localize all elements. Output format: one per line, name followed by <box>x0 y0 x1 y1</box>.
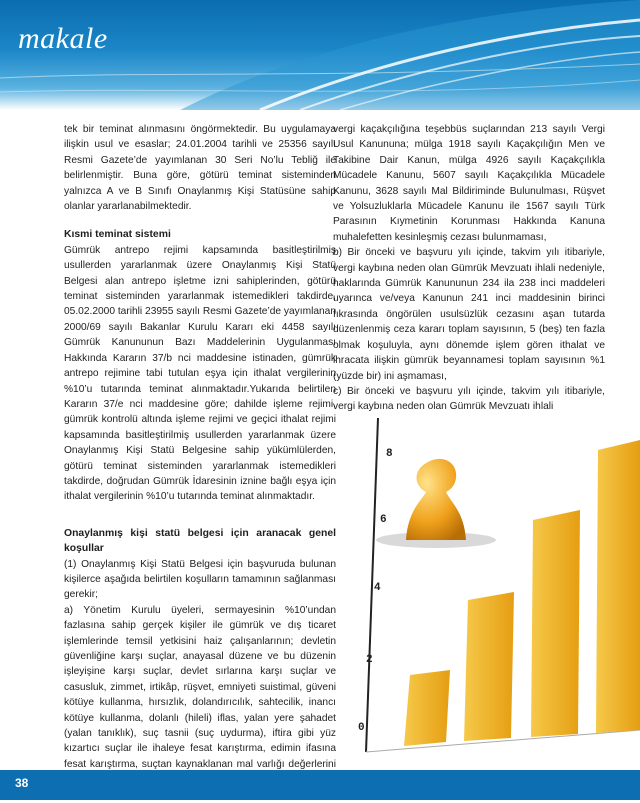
section-heading: Kısmi teminat sistemi <box>64 229 171 241</box>
axis-tick-label: 2 <box>366 654 373 666</box>
pawn-figure <box>406 459 466 540</box>
page-footer <box>0 770 640 800</box>
chart-bar <box>531 510 580 737</box>
paragraph: (1) Onaylanmış Kişi Statü Belgesi için başvuruda bulunan kişilerce aşağıda belirtilen koşulların tamamının sağlanması gerekir; <box>64 558 336 601</box>
paragraph: Gümrük antrepo rejimi kapsamında basitleştirilmiş usullerden yararlanmak üzere Onaylanmış Kişi Statü Belgesi alan antrepo işletme izni sahiplerinden, götürü teminat sisteminden yararlanmak istemedikleri takdirde, 05.02.2000 tarihli 23955 sayılı Resmi Gazete’de yayımlanan 2000/69 sayılı Bakanlar Kurulu Kararı eki 4458 sayılı Gümrük Kanununun Bazı Maddelerinin Uygulanması Hakkında Kararın 37/b nci maddesine istinaden, gümrük antrepo rejimine tabi tutulan eşya için ithalat vergilerinin %10’u tutarında teminat alınmaktadır.Yukarıda belirtilen Kararın 37/e nci maddesine göre; dahilde işleme rejimi, gümrük kontrolü altında işleme rejimi ve geçici ithalat rejimi kapsamında basitleştirilmiş usullerden yararlanmak üzere Onaylanmış Kişi Statü Belgesine sahip yükümlülerden, götürü teminat sisteminden yararlanmak istemedikleri takdirde, doğrudan Gümrük İdaresinin iznine bağlı eşya için ithalat vergilerinin %10’u tutarında teminat alınmaktadır. <box>64 244 336 503</box>
left-column <box>64 122 336 803</box>
chart-bar <box>464 592 514 741</box>
section-heading: Onaylanmış kişi statü belgesi için aranacak genel koşullar <box>64 527 336 555</box>
paragraph: b) Bir önceki ve başvuru yılı içinde, takvim yılı itibariyle, vergi kaybına neden olan Gümrük Mevzuatı ihlali nedeniyle, haklarında Gümrük Kanununun 234 ila 238 inci maddeleri uyarınca ve/veya Kanunun 241 inci maddesinin birinci fıkrasında öngörülen usulsüzlük cezasını aşan tutarda düzenlenmiş ceza kararı toplam sayısının, 5 (beş) ten fazla olmak koşuluyla, aynı dönemde işlem gören ithalat ve ihracata ilişkin gümrük beyannamesi toplam sayısının %1 (yüzde bir) ini aşmaması, <box>333 247 605 382</box>
paragraph: c) Bir önceki ve başvuru yılı içinde, takvim yılı itibariyle, vergi kaybına neden olan Gümrük Mevzuatı ihlali <box>333 385 605 413</box>
axis-tick-label: 4 <box>374 582 381 594</box>
axis-tick-label: 0 <box>358 722 365 734</box>
axis-tick-label: 6 <box>380 514 387 526</box>
right-column <box>333 122 605 415</box>
chart-bar <box>404 670 450 746</box>
paragraph: a) Yönetim Kurulu üyeleri, sermayesinin %10’undan fazlasına sahip gerçek kişiler ile gümrük ve dış ticaret işlemlerinde temsil yetkisini haiz çalışanlarının; devletin güvenliğine karşı suçlar, anayasal düzene ve bu düzenin işleyişine karşı suçlar, devlet sırlarına karşı suçlar ve casusluk, zimmet, irtikâp, rüşvet, emniyeti suistimal, güveni kötüye kullanma, hırsızlık, dolandırıcılık, sahtecilik, inancı kötüye kullanma, dolanlı (hileli) iflas, yalan yere şahadet (yalan tanıklık), suç tasnii (suç uydurma), iftira gibi yüz kızartıcı suçlar ile ihaleye fesat karıştırma, edimin ifasına fesat karıştırma, suçtan kaynaklanan mal varlığı değerlerini <box>64 604 336 770</box>
paragraph: vergi kaçakçılığına teşebbüs suçlarından 213 sayılı Vergi Usul Kanununa; mülga 1918 sayılı Kaçakçılığın Men ve Takibine Dair Kanun, mülga 4926 sayılı Kaçakçılıkla Mücadele Kanunu, 5607 sayılı Kaçakçılıkla Mücadele Kanunu, 3628 sayılı Mal Bildiriminde Bulunulması, Rüşvet ve Yolsuzluklarla Mücadele Kanunu ile 1567 sayılı Türk Parasının Kıymetinin Korunması Hakkında Kanuna muhalefetten kesinleşmiş cezası bulunmaması, <box>333 124 605 243</box>
chart-bar <box>596 440 640 733</box>
page-number: 38 <box>15 776 29 790</box>
paragraph: tek bir teminat alınmasını öngörmektedir. Bu uygulamaya ilişkin usul ve esaslar; 24.01.2004 tarihli ve 25356 sayılı Resmi Gazete’de yayımlanan 30 Seri No’lu Tebliğ ile belirlenmiştir. Buna göre, götürü teminat sisteminden yalnızca A ve B Sınıfı Onaylanmış Kişi Statüsüne sahip olanlar yararlanabilmektedir. <box>64 124 336 213</box>
axis-tick-label: 8 <box>386 448 393 460</box>
decorative-chart-illustration <box>318 400 640 790</box>
section-title: makale <box>18 22 108 55</box>
header-banner <box>0 0 640 110</box>
